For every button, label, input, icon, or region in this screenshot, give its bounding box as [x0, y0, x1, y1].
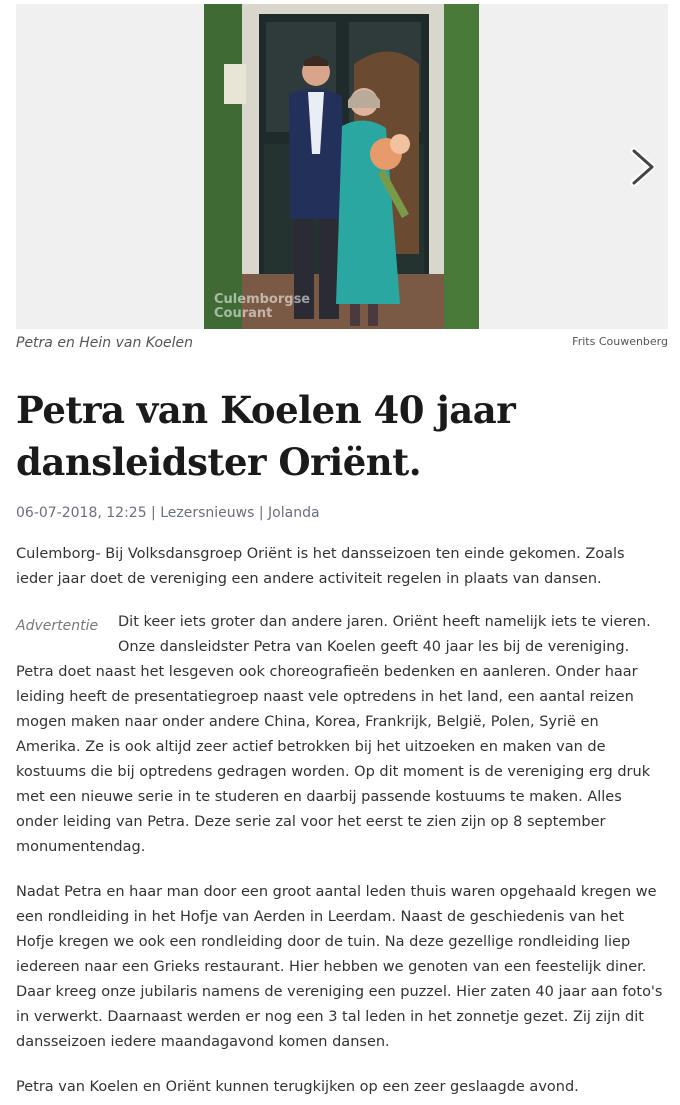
article-headline: Petra van Koelen 40 jaar dansleidster Oriënt.	[16, 388, 516, 484]
photo-credit: Frits Couwenberg	[572, 335, 668, 348]
photo-gallery	[16, 4, 668, 329]
article-author[interactable]: Jolanda	[268, 505, 320, 521]
photo-caption: Petra en Hein van Koelen	[16, 335, 194, 351]
article-paragraph: Petra van Koelen en Oriënt kunnen terugkijken op een zeer geslaagde avond.	[16, 1079, 579, 1095]
meta-separator: |	[146, 505, 161, 521]
article-meta	[16, 505, 320, 521]
article-paragraph-with-ad	[16, 610, 666, 860]
article-date: 06-07-2018, 12:25	[16, 505, 147, 521]
chevron-right-icon[interactable]	[628, 145, 658, 189]
article-category[interactable]: Lezersnieuws	[160, 505, 255, 521]
photo-illustration	[204, 4, 479, 329]
meta-separator: |	[254, 505, 269, 521]
article-paragraph: Culemborg- Bij Volksdansgroep Oriënt is het dansseizoen ten einde gekomen. Zoals ieder jaar doet de vereniging een andere activiteit regelen in plaats van dansen.	[16, 546, 625, 587]
article-photo[interactable]	[204, 4, 479, 329]
article-paragraph: Dit keer iets groter dan andere jaren. Oriënt heeft namelijk iets te vieren. Onze dansleidster Petra van Koelen geeft 40 jaar les bij de vereniging. Petra doet naast het lesgeven ook choreografieën bedenken en aanleren. Onder haar leiding heeft de presentatiegroep naast vele optredens in het land, een aantal reizen mogen maken naar onder andere China, Korea, Frankrijk, België, Polen, Syrië en Amerika. Ze is ook altijd zeer actief betrokken bij het uitzoeken en maken van de kostuums die bij optredens gedragen worden. Op dit moment is de vereniging erg druk met een nieuwe serie in te studeren en daarbij passende kostuums te maken. Alles onder leiding van Petra. Deze serie zal voor het eerst te zien zijn op 8 september monumentendag.	[16, 614, 651, 855]
photo-watermark: Culemborgse Courant	[214, 292, 311, 321]
advertisement-label: Advertentie	[16, 618, 99, 634]
article-paragraph: Nadat Petra en haar man door een groot aantal leden thuis waren opgehaald kregen we een rondleiding in het Hofje van Aerden in Leerdam. Naast de geschiedenis van het Hofje kregen we ook een rondleiding door de tuin. Na deze gezellige rondleiding liep iedereen naar een Grieks restaurant. Hier hebben we genoten van een feestelijk diner. Daar kreeg onze jubilaris namens de vereniging een puzzel. Hier zaten 40 jaar aan foto's in verwerkt. Daarnaast werden er nog een 3 tal leden in het zonnetje gezet. Zij zijn dit dansseizoen iedere maandagavond komen dansen.	[16, 884, 663, 1050]
photo-caption-bar	[16, 335, 668, 353]
